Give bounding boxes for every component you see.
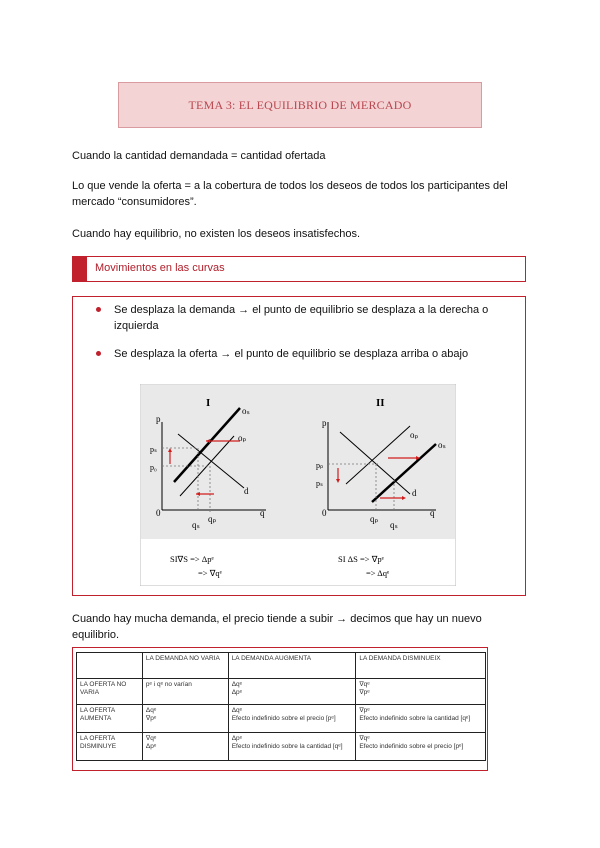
paragraph-supply-coverage: Lo que vende la oferta = a la cobertura de todos los deseos de todos los participantes del mercado “consumidores”.: [72, 180, 508, 208]
panel-2-y-label: p: [322, 418, 327, 428]
table-cell: ∇pᵉ Efecto indefinido sobre la cantidad [qᵉ]: [356, 705, 486, 733]
table-cell: Δpᵉ Efecto indefinido sobre la cantidad [qᵉ]: [228, 733, 356, 761]
panel-2-demand-label: d: [412, 488, 417, 498]
panel-1-demand-label: d: [244, 486, 249, 496]
figure-background: [141, 385, 455, 539]
panel-1-y-label: p: [156, 414, 161, 424]
panel-1-q-right: qₚ: [208, 514, 217, 524]
table-cell: pᵉ i qᵉ no varían: [142, 679, 228, 705]
table-cell: Δqᵉ ∇pᵉ: [142, 705, 228, 733]
page-title: TEMA 3: EL EQUILIBRIO DE MERCADO: [188, 97, 412, 112]
panel-2-x-label: q: [430, 508, 435, 518]
panel-1-price-top: pₛ: [150, 445, 157, 454]
section-heading: Movimientos en las curvas: [95, 262, 225, 274]
title-banner: [118, 82, 482, 128]
panel-1-formula-line-2: => ∇qᵉ: [198, 568, 222, 578]
table-cell: Δqᵉ Δpᵉ: [228, 679, 356, 705]
panel-2-origin: 0: [322, 508, 327, 518]
table-header-row: [77, 653, 486, 679]
panel-2-supply-old-label: oₚ: [410, 430, 419, 440]
table-cell: ∇qᵉ ∇pᵉ: [356, 679, 486, 705]
panel-2-price-top: pₚ: [316, 461, 324, 470]
bullet-dot: [96, 351, 101, 356]
table-cell: Δqᵉ Efecto indefinido sobre el precio [pᵉ]: [228, 705, 356, 733]
bullet-demand-shift: [96, 302, 516, 336]
table-header-cell: LA DEMANDA DISMINUEIX: [356, 653, 486, 679]
bullet-text: Se desplaza la oferta → el punto de equilibrio se desplaza arriba o abajo: [114, 348, 469, 360]
paragraph-high-demand: Cuando hay mucha demanda, el precio tiende a subir → decimos que hay un nuevo equilibrio.: [72, 613, 482, 641]
bullet-dot: [96, 307, 101, 312]
table-row: [77, 679, 486, 705]
table-header-cell: LA DEMANDA AUGMENTA: [228, 653, 356, 679]
paragraph-no-unsatisfied-wants: Cuando hay equilibrio, no existen los deseos insatisfechos.: [72, 228, 361, 240]
panel-2-q-right: qₛ: [390, 520, 398, 530]
table-row-header: LA OFERTA DISMINUYE: [77, 733, 143, 761]
panel-1-q-left: qₛ: [192, 520, 200, 530]
table-row: [77, 733, 486, 761]
table-cell: ∇qᵉ Δpᵉ: [142, 733, 228, 761]
panel-1-x-label: q: [260, 508, 265, 518]
table-row-header: LA OFERTA NO VARIA: [77, 679, 143, 705]
panel-2-q-left: qₚ: [370, 514, 379, 524]
panel-2-price-bottom: pₛ: [316, 479, 323, 488]
table-row-header: LA OFERTA AUMENTA: [77, 705, 143, 733]
table-header-cell: LA DEMANDA NO VARIA: [142, 653, 228, 679]
panel-2-title: II: [376, 397, 385, 409]
panel-2-formula-line-1: SI ΔS => ∇pᵉ: [338, 554, 384, 564]
table-cell: ∇qᵉ Efecto indefinido sobre el precio [pᵉ]: [356, 733, 486, 761]
panel-1-price-bottom: p₀: [150, 463, 157, 472]
bullet-supply-shift: [96, 346, 516, 364]
section-accent-bar: [73, 257, 87, 281]
bullet-text: Se desplaza la demanda → el punto de equilibrio se desplaza a la derecha o izquierda: [114, 304, 489, 332]
panel-1-title: I: [206, 397, 211, 409]
supply-demand-figure: [140, 384, 456, 586]
table-header-cell: [77, 653, 143, 679]
panel-2-formula-line-2: => Δqᵉ: [366, 568, 390, 578]
panel-1-origin: 0: [156, 508, 161, 518]
equilibrium-effects-table: [76, 652, 486, 761]
section-heading-box: [72, 256, 526, 282]
panel-2-supply-new-label: oₛ: [438, 440, 446, 450]
panel-1-formula-line-1: SI∇S => Δpᵉ: [170, 554, 214, 564]
panel-1-supply-new-label: oₛ: [242, 406, 250, 416]
paragraph-equilibrium-definition: Cuando la cantidad demandada = cantidad ofertada: [72, 150, 326, 162]
panel-1-supply-old-label: oₚ: [238, 433, 247, 443]
table-row: [77, 705, 486, 733]
